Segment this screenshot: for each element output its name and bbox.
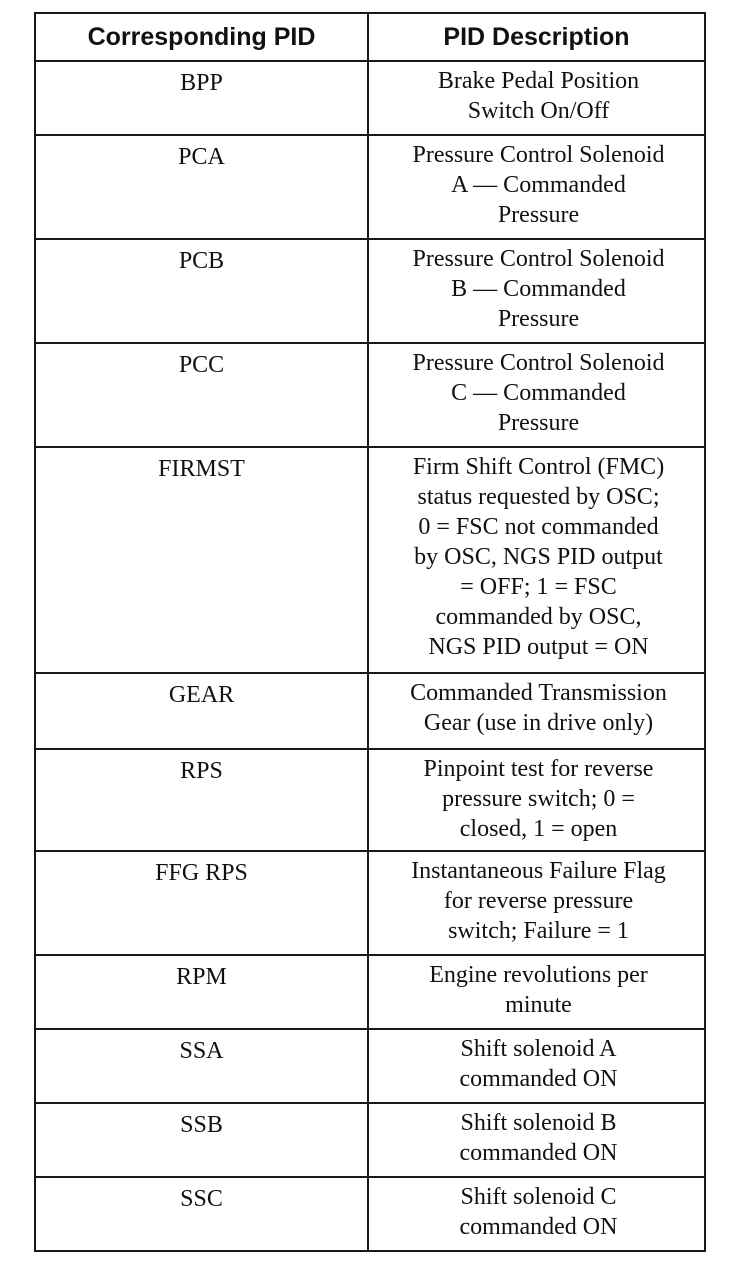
- description-line: Pressure: [497, 410, 580, 436]
- description-cell: [368, 447, 705, 673]
- description-line: by OSC, NGS PID output: [414, 544, 663, 570]
- description-cell: [368, 673, 705, 749]
- description-line: Pressure Control Solenoid: [412, 142, 665, 168]
- table-row: [35, 239, 705, 343]
- pid-cell: PCC: [35, 343, 368, 447]
- description-line: Pressure Control Solenoid: [412, 246, 665, 272]
- description-line: closed, 1 = open: [459, 816, 618, 842]
- pid-cell: BPP: [35, 61, 368, 135]
- description-line: Pressure: [497, 202, 580, 228]
- table-row: [35, 343, 705, 447]
- table-row: [35, 61, 705, 135]
- description-line: Commanded Transmission: [410, 680, 667, 706]
- description-line: minute: [505, 992, 572, 1018]
- pid-cell: PCB: [35, 239, 368, 343]
- description-line: status requested by OSC;: [417, 484, 660, 510]
- description-line: Brake Pedal Position: [437, 68, 640, 94]
- description-line: for reverse pressure: [443, 888, 634, 914]
- description-cell: [368, 851, 705, 955]
- pid-cell: RPM: [35, 955, 368, 1029]
- description-line: Switch On/Off: [467, 98, 610, 124]
- column-header-pid: Corresponding PID: [35, 13, 368, 61]
- description-line: A — Commanded: [451, 172, 626, 198]
- description-cell: [368, 955, 705, 1029]
- description-line: Shift solenoid A: [460, 1036, 617, 1062]
- description-line: commanded ON: [459, 1214, 618, 1240]
- pid-cell: PCA: [35, 135, 368, 239]
- description-cell: [368, 1103, 705, 1177]
- description-line: switch; Failure = 1: [448, 918, 629, 944]
- description-line: Firm Shift Control (FMC): [412, 454, 665, 480]
- description-cell: [368, 135, 705, 239]
- description-line: Gear (use in drive only): [423, 710, 654, 736]
- description-line: NGS PID output = ON: [428, 634, 649, 660]
- table-row: [35, 1029, 705, 1103]
- description-line: pressure switch; 0 =: [442, 786, 635, 812]
- description-line: Shift solenoid B: [460, 1110, 617, 1136]
- table-row: [35, 749, 705, 851]
- pid-cell: GEAR: [35, 673, 368, 749]
- column-header-description: PID Description: [368, 13, 705, 61]
- pid-cell: FFG RPS: [35, 851, 368, 955]
- table-row: [35, 955, 705, 1029]
- table-row: [35, 135, 705, 239]
- description-cell: [368, 61, 705, 135]
- table-row: [35, 851, 705, 955]
- pid-cell: SSB: [35, 1103, 368, 1177]
- description-line: Engine revolutions per: [429, 962, 648, 988]
- description-cell: [368, 239, 705, 343]
- description-cell: [368, 1177, 705, 1251]
- pid-cell: RPS: [35, 749, 368, 851]
- table-row: [35, 1177, 705, 1251]
- description-line: Pressure: [497, 306, 580, 332]
- description-line: commanded by OSC,: [435, 604, 642, 630]
- description-line: Instantaneous Failure Flag: [411, 858, 666, 884]
- description-cell: [368, 749, 705, 851]
- description-line: commanded ON: [459, 1140, 618, 1166]
- pid-cell: FIRMST: [35, 447, 368, 673]
- description-line: Pinpoint test for reverse: [423, 756, 654, 782]
- pid-cell: SSC: [35, 1177, 368, 1251]
- description-line: C — Commanded: [451, 380, 626, 406]
- table-row: [35, 1103, 705, 1177]
- description-line: = OFF; 1 = FSC: [460, 574, 617, 600]
- description-cell: [368, 343, 705, 447]
- description-line: Shift solenoid C: [460, 1184, 617, 1210]
- table-row: [35, 673, 705, 749]
- pid-cell: SSA: [35, 1029, 368, 1103]
- description-line: B — Commanded: [451, 276, 626, 302]
- header-row: [35, 13, 705, 61]
- description-cell: [368, 1029, 705, 1103]
- pid-table: [34, 12, 706, 1252]
- description-line: 0 = FSC not commanded: [418, 514, 659, 540]
- table-row: [35, 447, 705, 673]
- description-line: Pressure Control Solenoid: [412, 350, 665, 376]
- description-line: commanded ON: [459, 1066, 618, 1092]
